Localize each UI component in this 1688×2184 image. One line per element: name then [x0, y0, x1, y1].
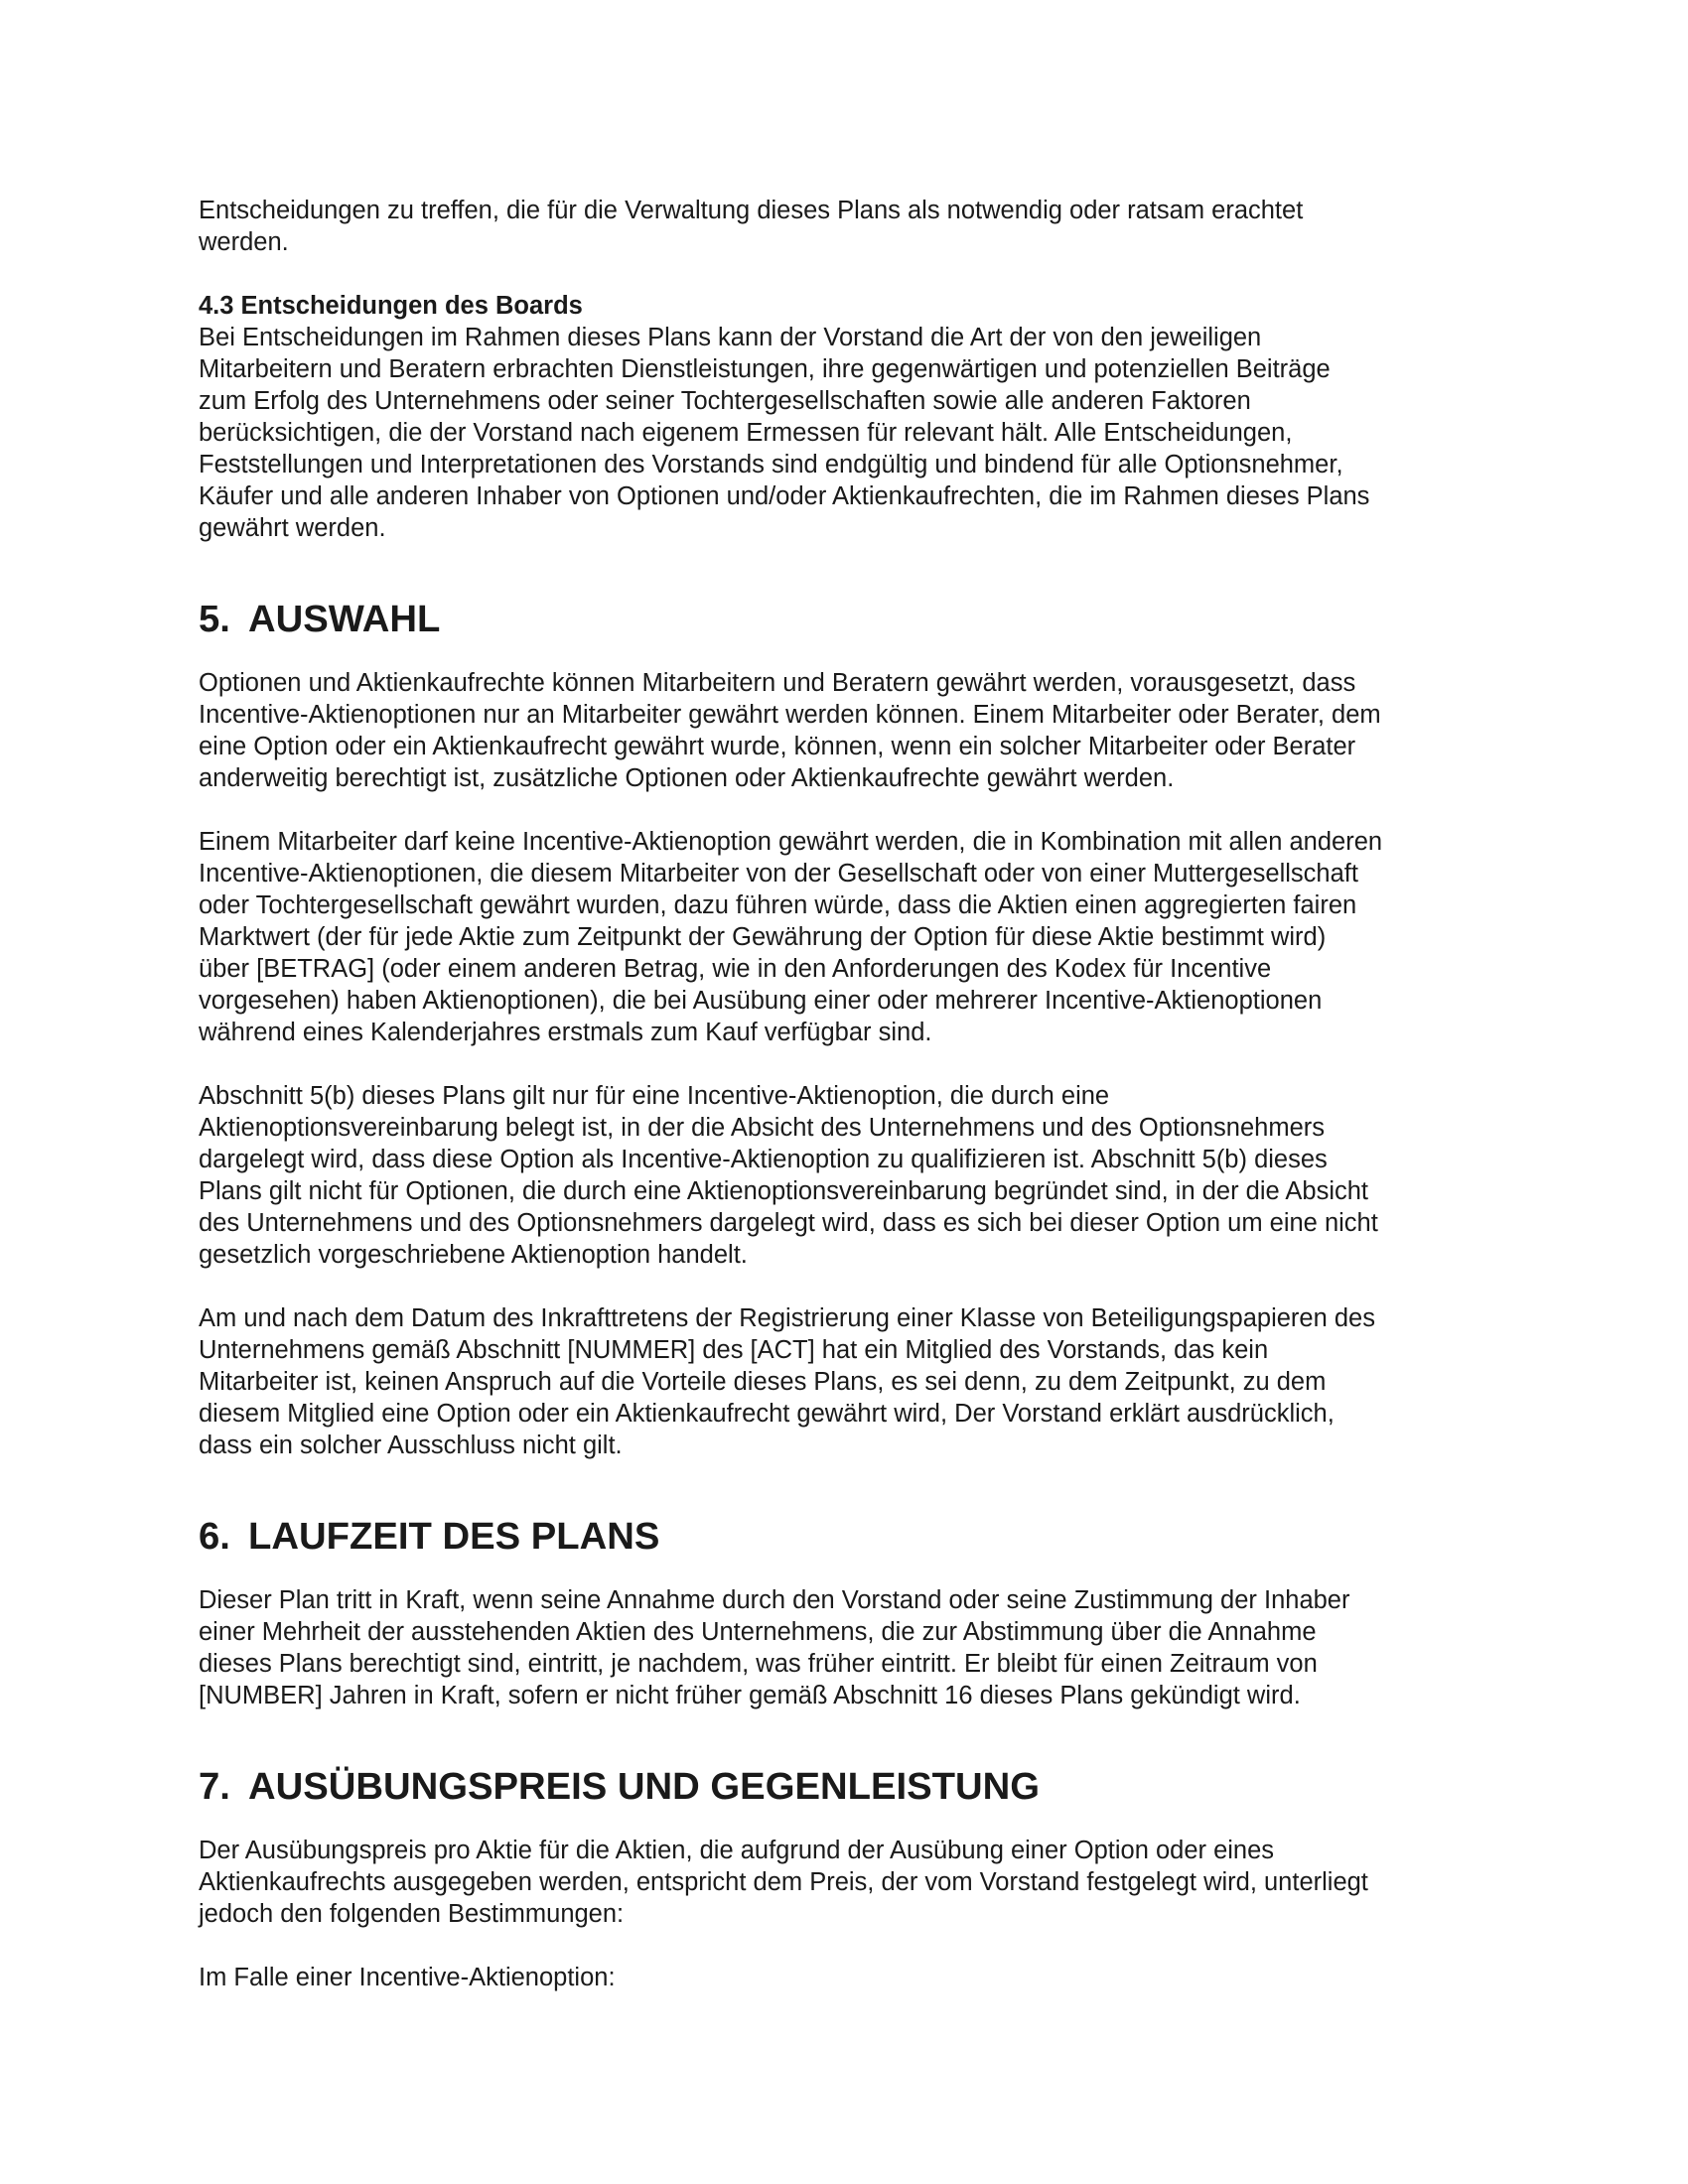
section-6-title: LAUFZEIT DES PLANS [248, 1515, 660, 1558]
section-5-paragraph-3: Abschnitt 5(b) dieses Plans gilt nur für eine Incentive-Aktienoption, die durch eine Aktienoptionsvereinbarung belegt ist, in der die Absicht des Unternehmens und des Optionsnehmers dargelegt wird, dass diese Option als Incentive-Aktienoption zu qualifizieren ist. Abschnitt 5(b) dieses Plans gilt nicht für Optionen, die durch eine Aktienoptionsvereinbarung begründet sind, in der die Absicht des Unternehmens und des Optionsnehmers dargelegt wird, dass es sich bei dieser Option um eine nicht gesetzlich vorgeschriebene Aktienoption handelt. [199, 1082, 1378, 1269]
spacer [199, 544, 1489, 604]
intro-paragraph: Entscheidungen zu treffen, die für die Verwaltung dieses Plans als notwendig oder ratsam erachtet werden. [199, 197, 1304, 256]
section-7-paragraph-1: Der Ausübungspreis pro Aktie für die Aktien, die aufgrund der Ausübung einer Option oder eines Aktienkaufrechts ausgegeben werden, entspricht dem Preis, der vom Vorstand festgelegt wird, unterliegt jedoch den folgenden Bestimmungen: [199, 1837, 1368, 1928]
section-6-number: 6. [199, 1515, 230, 1558]
section-7-heading [199, 1765, 1489, 1808]
section-7-title: AUSÜBUNGSPREIS UND GEGENLEISTUNG [248, 1765, 1040, 1808]
section-7-paragraph-2: Im Falle einer Incentive-Aktienoption: [199, 1964, 616, 1991]
section-5-number: 5. [199, 598, 230, 640]
section-5-paragraph-4: Am und nach dem Datum des Inkrafttretens der Registrierung einer Klasse von Beteiligungspapieren des Unternehmens gemäß Abschnitt [NUMMER] des [ACT] hat ein Mitglied des Vorstands, das kein Mitarbeiter ist, keinen Anspruch auf die Vorteile dieses Plans, es sei denn, zu dem Zeitpunkt, zu dem diesem Mitglied eine Option oder ein Aktienkaufrecht gewährt wird, Der Vorstand erklärt ausdrücklich, dass ein solcher Ausschluss nicht gilt. [199, 1304, 1375, 1459]
section-5-paragraph-2: Einem Mitarbeiter darf keine Incentive-Aktienoption gewährt werden, die in Kombination mit allen anderen Incentive-Aktienoptionen, die diesem Mitarbeiter von der Gesellschaft oder von einer Muttergesellschaft oder Tochtergesellschaft gewährt wurden, dazu führen würde, dass die Aktien einen aggregierten fairen Marktwert (der für jede Aktie zum Zeitpunkt der Gewährung der Option für diese Aktie bestimmt wird) über [BETRAG] (oder einem anderen Betrag, wie in den Anforderungen des Kodex für Incentive vorgesehen) haben Aktienoptionen), die bei Ausübung einer oder mehrerer Incentive-Aktienoptionen während eines Kalenderjahres erstmals zum Kauf verfügbar sind. [199, 828, 1383, 1046]
section-5-title: AUSWAHL [248, 598, 441, 640]
document-page [199, 195, 1489, 1993]
subsection-4-3-title: 4.3 Entscheidungen des Boards [199, 292, 583, 320]
section-6-heading [199, 1515, 1489, 1558]
section-5-paragraph-1: Optionen und Aktienkaufrechte können Mitarbeitern und Beratern gewährt werden, vorausgesetzt, dass Incentive-Aktienoptionen nur an Mitarbeiter gewährt werden können. Einem Mitarbeiter oder Berater, dem eine Option oder ein Aktienkaufrecht gewährt wurde, können, wenn ein solcher Mitarbeiter oder Berater anderweitig berechtigt ist, zusätzliche Optionen oder Aktienkaufrechte gewährt werden. [199, 669, 1381, 792]
subsection-4-3-body: Bei Entscheidungen im Rahmen dieses Plans kann der Vorstand die Art der von den jeweiligen Mitarbeitern und Beratern erbrachten Dienstleistungen, ihre gegenwärtigen und potenziellen Beiträge zum Erfolg des Unternehmens oder seiner Tochtergesellschaften sowie alle anderen Faktoren berücksichtigen, die der Vorstand nach eigenem Ermessen für relevant hält. Alle Entscheidungen, Feststellungen und Interpretationen des Vorstands sind endgültig und bindend für alle Optionsnehmer, Käufer und alle anderen Inhaber von Optionen und/oder Aktienkaufrechten, die im Rahmen dieses Plans gewährt werden. [199, 324, 1370, 542]
spacer [199, 1930, 1489, 1962]
spacer [199, 1271, 1489, 1302]
section-7-number: 7. [199, 1765, 230, 1808]
spacer [199, 1048, 1489, 1080]
section-6-paragraph-1: Dieser Plan tritt in Kraft, wenn seine Annahme durch den Vorstand oder seine Zustimmung der Inhaber einer Mehrheit der ausstehenden Aktien des Unternehmens, die zur Abstimmung über die Annahme dieses Plans berechtigt sind, eintritt, je nachdem, was früher eintritt. Er bleibt für einen Zeitraum von [NUMBER] Jahren in Kraft, sofern er nicht früher gemäß Abschnitt 16 dieses Plans gekündigt wird. [199, 1586, 1350, 1709]
spacer [199, 1711, 1489, 1771]
spacer [199, 794, 1489, 826]
spacer [199, 1461, 1489, 1521]
spacer [199, 258, 1489, 290]
section-5-heading [199, 598, 1489, 640]
